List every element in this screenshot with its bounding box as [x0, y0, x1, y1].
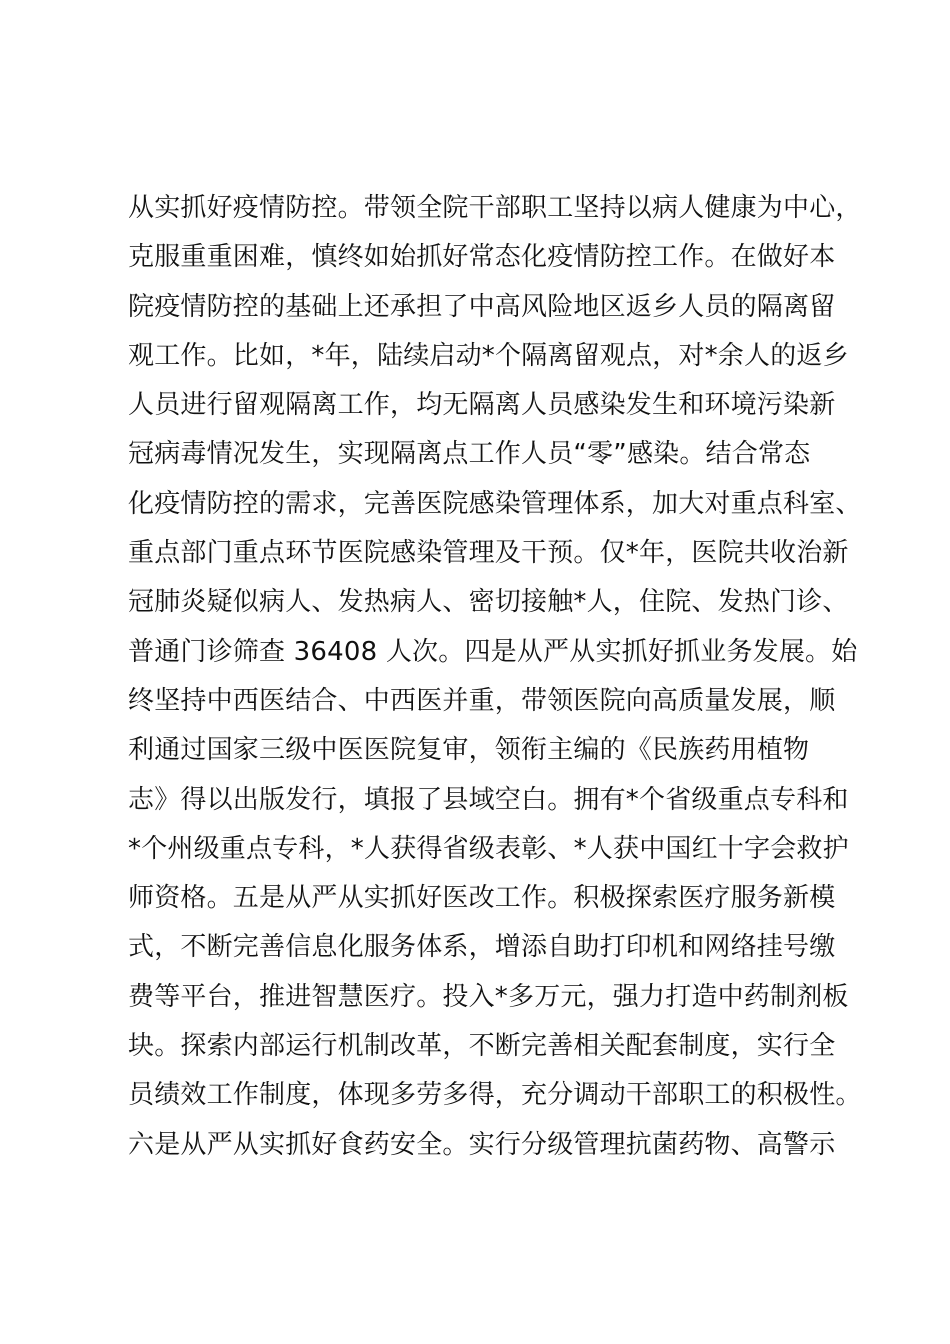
text-line: 六是从严从实抓好食药安全。实行分级管理抗菌药物、高警示 [128, 1129, 836, 1160]
text-line: 从实抓好疫情防控。带领全院干部职工坚持以病人健康为中心， [128, 193, 862, 223]
text-line: 普通门诊筛查 36408 人次。四是从严从实抓好抓业务发展。始 [128, 636, 858, 667]
text-line: 克服重重困难，慎终如始抓好常态化疫情防控工作。在做好本 [128, 242, 836, 273]
body-text [128, 184, 868, 1170]
text-line: 式，不断完善信息化服务体系，增添自助打印机和网络挂号缴 [128, 932, 836, 963]
text-line: 志》得以出版发行，填报了县域空白。拥有*个省级重点专科和 [128, 784, 849, 815]
text-line: 冠病毒情况发生，实现隔离点工作人员“零”感染。结合常态 [128, 439, 811, 470]
text-line: 员绩效工作制度，体现多劳多得，充分调动干部职工的积极性。 [128, 1080, 862, 1111]
text-line: 费等平台，推进智慧医疗。投入*多万元，强力打造中药制剂板 [128, 981, 849, 1012]
text-line: *个州级重点专科，*人获得省级表彰、*人获中国红十字会救护 [128, 833, 849, 864]
text-line: 观工作。比如，*年，陆续启动*个隔离留观点，对*余人的返乡 [128, 340, 849, 371]
text-line: 院疫情防控的基础上还承担了中高风险地区返乡人员的隔离留 [128, 291, 836, 322]
text-line: 冠肺炎疑似病人、发热病人、密切接触*人，住院、发热门诊、 [128, 587, 849, 618]
text-line: 师资格。五是从严从实抓好医改工作。积极探索医疗服务新模 [128, 883, 836, 914]
text-line: 终坚持中西医结合、中西医并重，带领医院向高质量发展，顺 [128, 685, 836, 716]
text-line: 化疫情防控的需求，完善医院感染管理体系，加大对重点科室、 [128, 488, 862, 519]
text-line: 块。探索内部运行机制改革，不断完善相关配套制度，实行全 [128, 1031, 836, 1062]
text-line: 利通过国家三级中医医院复审，领衔主编的《民族药用植物 [128, 735, 810, 766]
text-line: 重点部门重点环节医院感染管理及干预。仅*年，医院共收治新 [128, 538, 849, 569]
text-line: 人员进行留观隔离工作，均无隔离人员感染发生和环境污染新 [128, 390, 836, 421]
